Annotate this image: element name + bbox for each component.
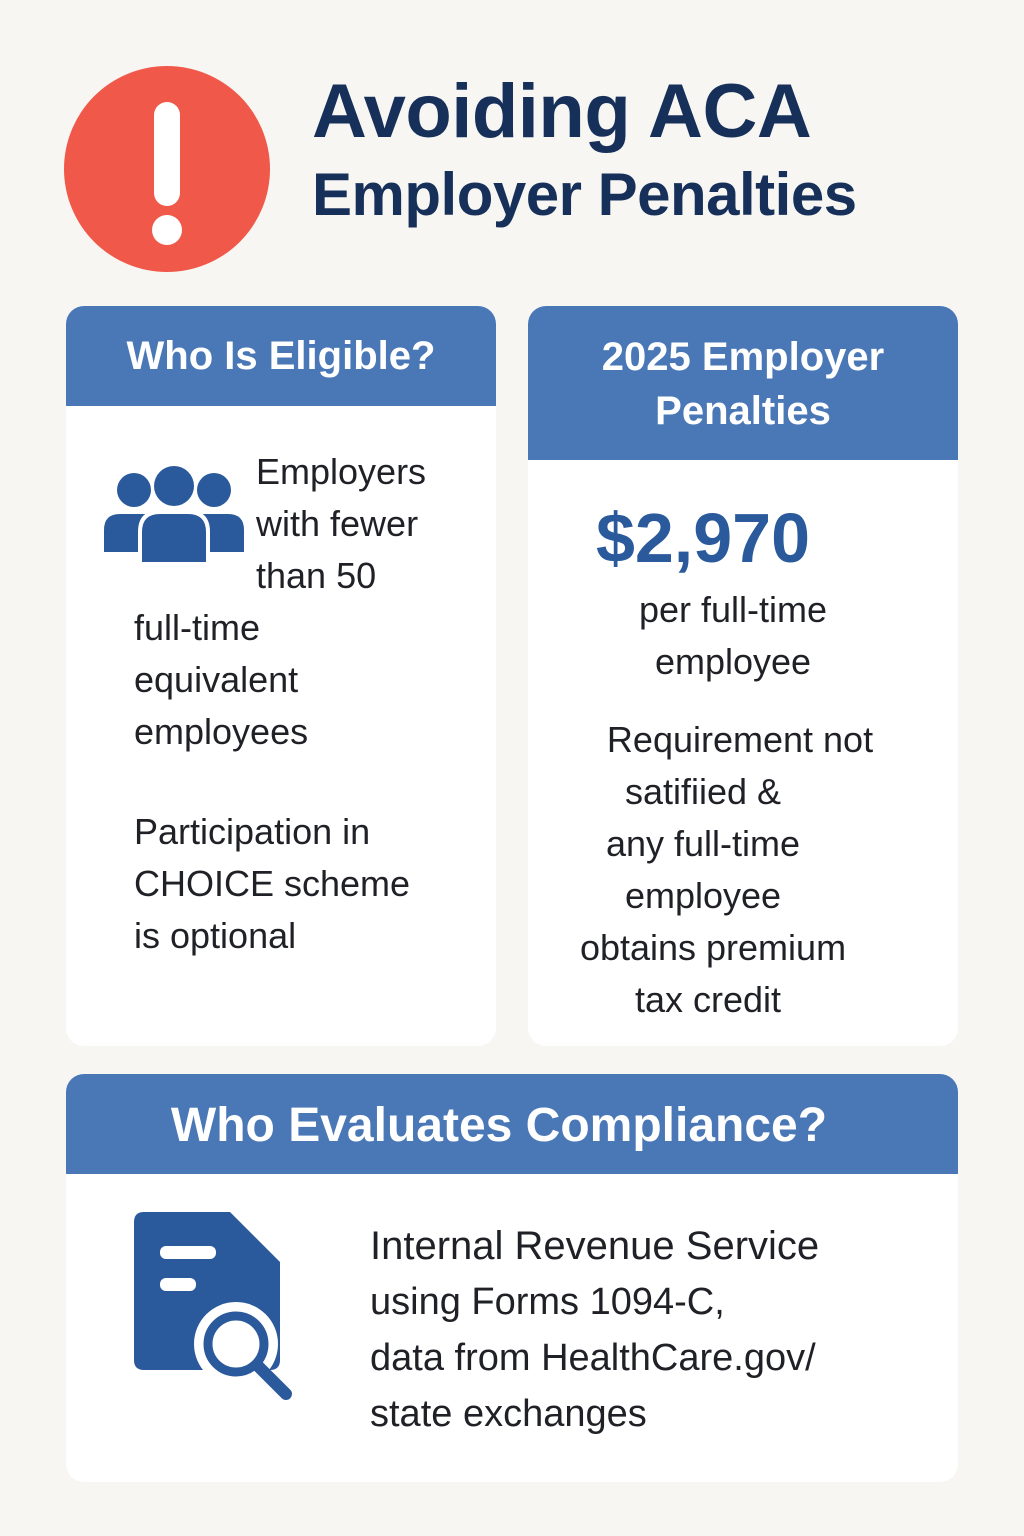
penalty-amount: $2,970: [595, 499, 811, 577]
penalty-unit-line: employee: [654, 641, 812, 682]
penalties-heading-line-2: Penalties: [655, 389, 831, 433]
condition-line: any full-time: [605, 823, 801, 864]
eligibility-line: employees: [134, 711, 309, 752]
compliance-line: state exchanges: [370, 1393, 647, 1435]
penalties-heading-line-1: 2025 Employer: [601, 335, 885, 379]
condition-line: Requirement not: [606, 719, 874, 760]
note-line: Participation in: [134, 811, 371, 852]
title-line-1: Avoiding ACA: [312, 69, 812, 154]
compliance-heading: Who Evaluates Compliance?: [66, 1074, 958, 1174]
eligibility-heading: Who Is Eligible?: [66, 306, 496, 406]
condition-line: obtains premium: [579, 927, 847, 968]
penalty-unit: [528, 584, 938, 688]
condition-line: employee: [624, 875, 782, 916]
eligibility-line: Employers: [256, 451, 427, 492]
compliance-line: using Forms 1094-C,: [370, 1281, 725, 1323]
eligibility-line: full-time: [134, 607, 261, 648]
note-line: CHOICE scheme: [134, 863, 411, 904]
eligibility-line: with fewer: [256, 503, 419, 544]
eligibility-line: equivalent: [134, 659, 299, 700]
people-group-icon: [104, 466, 244, 571]
compliance-description: [370, 1218, 930, 1442]
page-header: [0, 0, 1024, 290]
eligibility-criteria-top: [256, 446, 486, 602]
title-line-2: Employer Penalties: [312, 161, 857, 228]
compliance-line: Internal Revenue Service: [370, 1224, 820, 1268]
document-search-icon: [130, 1210, 300, 1405]
penalty-unit-line: per full-time: [638, 589, 828, 630]
compliance-line: data from HealthCare.gov/: [370, 1337, 816, 1379]
eligibility-criteria-bottom: [134, 602, 474, 758]
penalties-heading: [528, 306, 958, 460]
condition-line: satifiied &: [624, 771, 782, 812]
eligibility-line: than 50: [256, 555, 377, 596]
exclamation-icon: [64, 66, 270, 272]
penalty-condition: [548, 714, 938, 1026]
note-line: is optional: [134, 915, 297, 956]
participation-note: [134, 806, 474, 962]
page-title: [312, 66, 1012, 232]
condition-line: tax credit: [634, 979, 782, 1020]
